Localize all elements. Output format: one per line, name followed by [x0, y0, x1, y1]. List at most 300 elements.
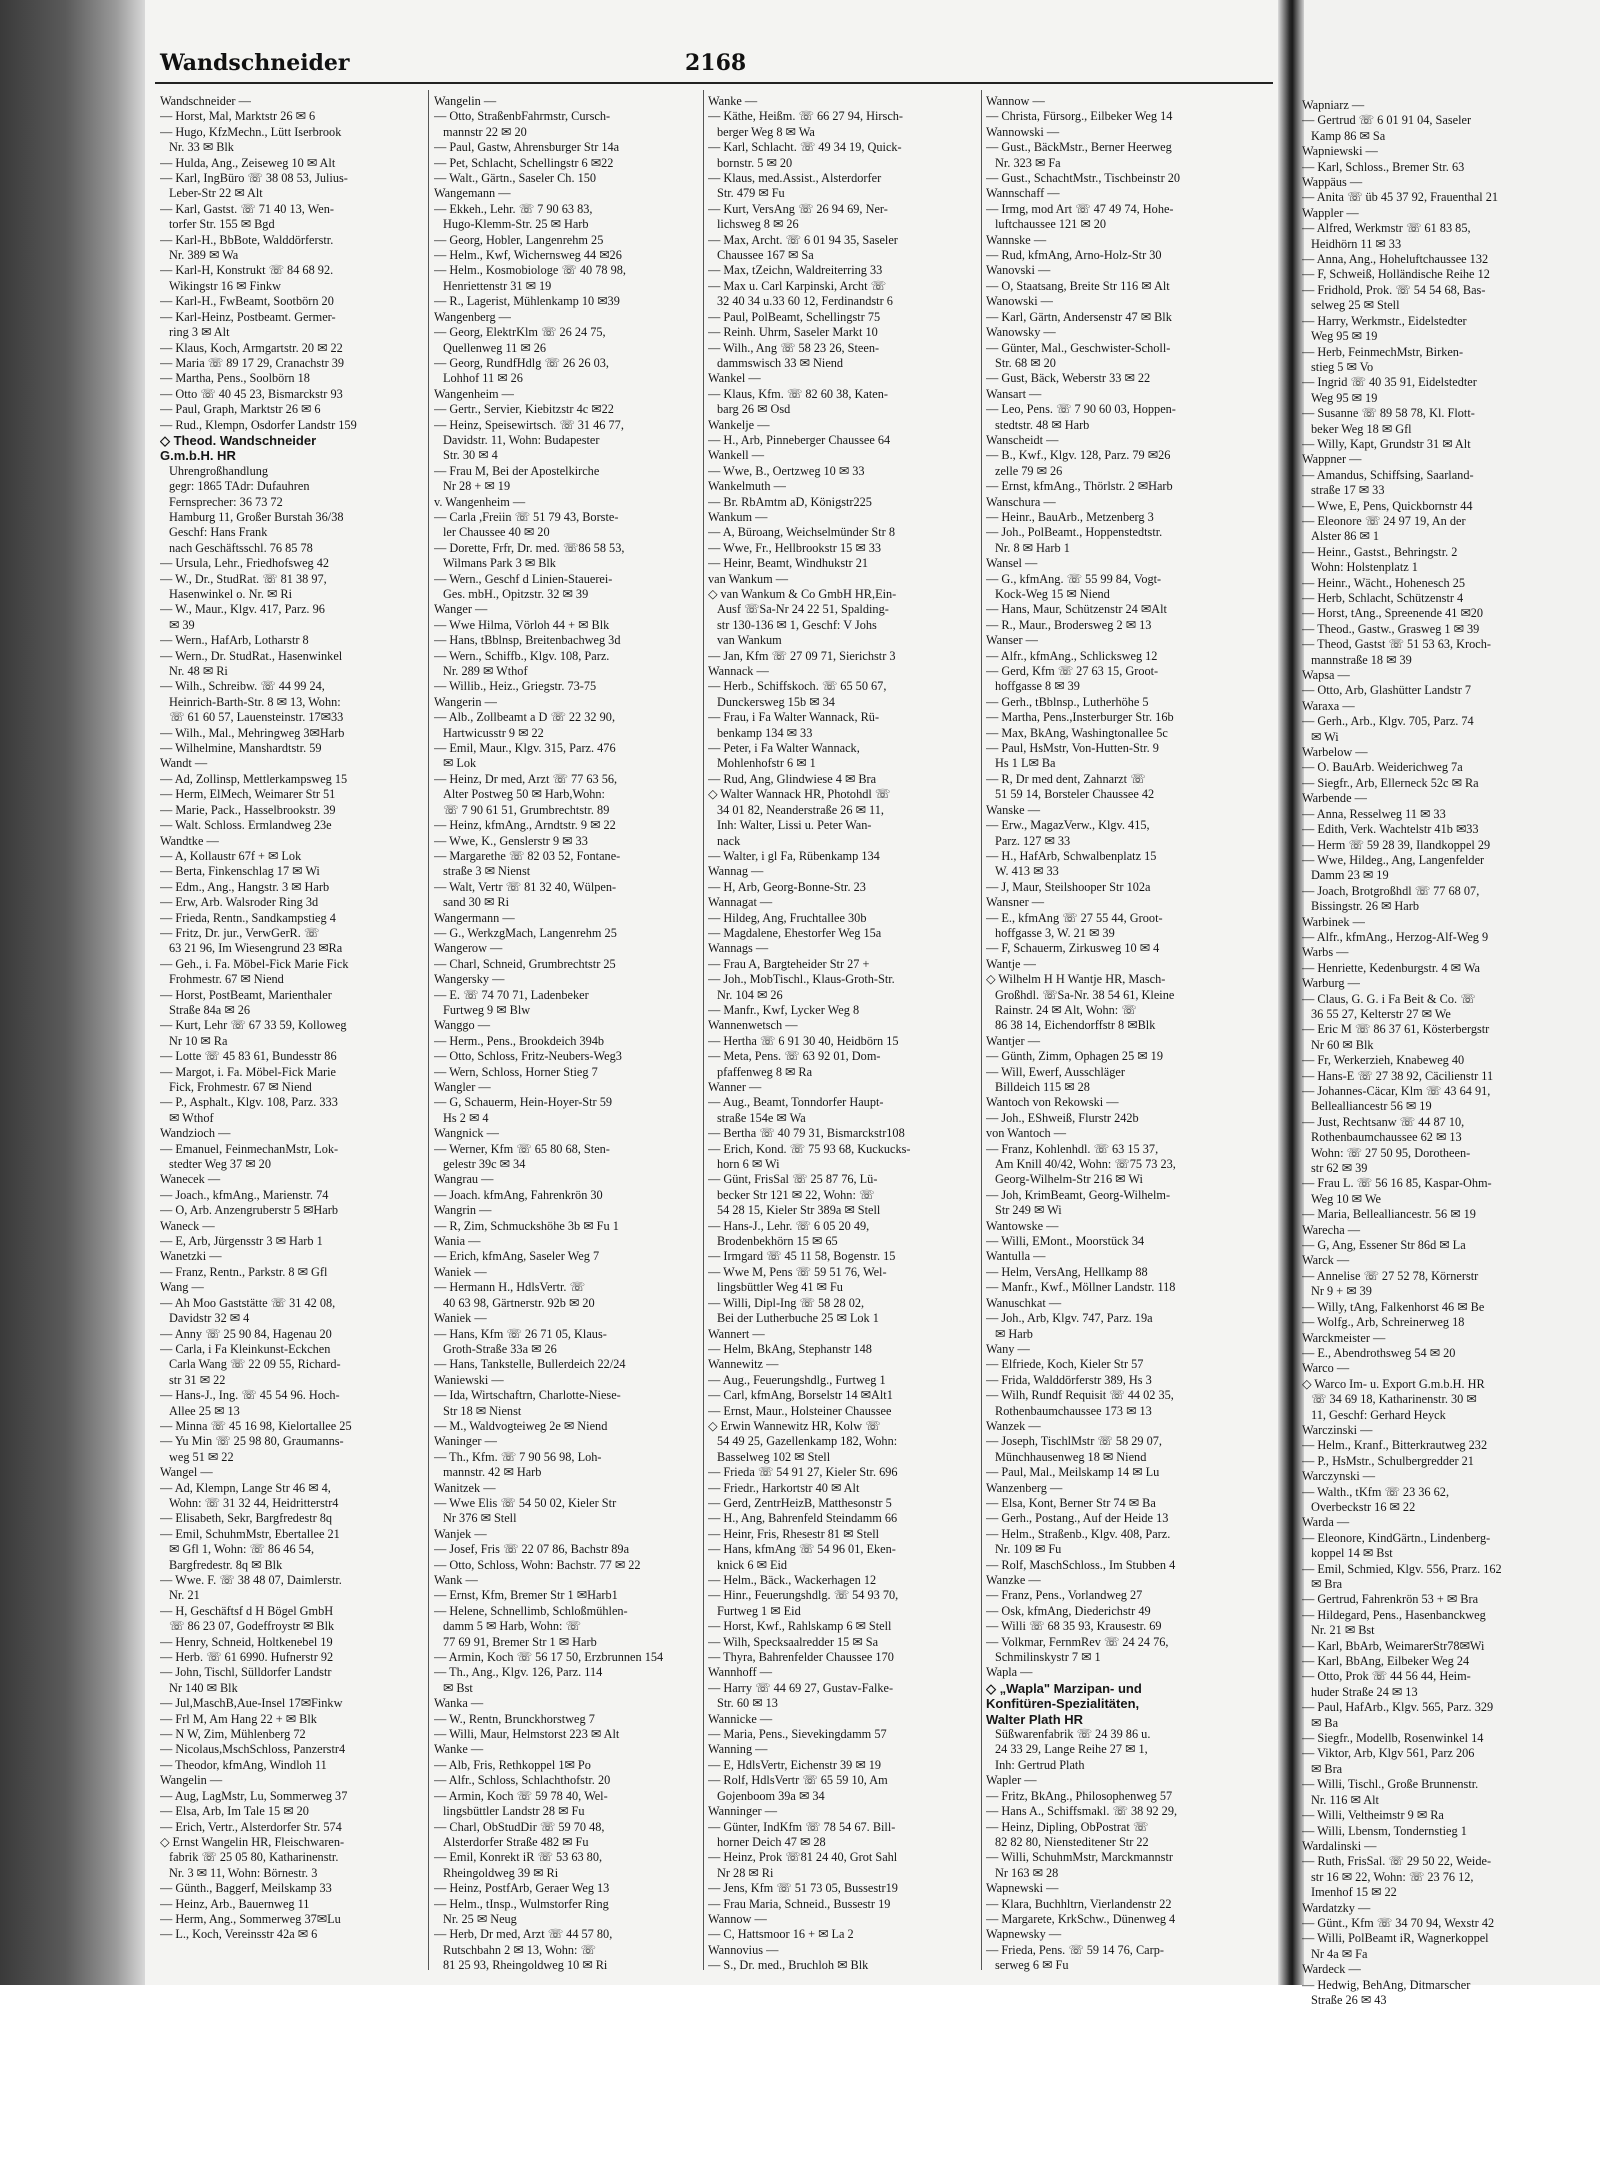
directory-entry-line: — Herm, ElMech, Weimarer Str 51 — [160, 787, 336, 802]
directory-entry-line: — Joach., kfmAng., Marienstr. 74 — [160, 1187, 329, 1202]
directory-entry-line: str 31 ✉ 22 — [169, 1372, 226, 1387]
surname-heading: Wangrin — — [434, 1203, 492, 1218]
directory-entry-line: Nr. 116 ✉ Alt — [1311, 1792, 1379, 1807]
surname-heading: Wantowske — — [986, 1218, 1059, 1233]
directory-entry-line: ✉ Bra — [1311, 1761, 1343, 1776]
directory-entry-line: str 62 ✉ 39 — [1311, 1161, 1368, 1176]
surname-heading: Warckmeister — — [1302, 1330, 1386, 1345]
directory-entry-line: Nr. 21 ✉ Bst — [1311, 1623, 1375, 1638]
directory-entry-line: Furtweg 1 ✉ Eid — [717, 1603, 801, 1618]
directory-entry-line: — Günth, Zimm, Ophagen 25 ✉ 19 — [986, 1049, 1163, 1064]
directory-entry-line: — Frau L. ☏ 56 16 85, Kaspar-Ohm- — [1302, 1176, 1492, 1191]
directory-entry-line: — Jul,MaschB,Aue-Insel 17✉Finkw — [160, 1696, 343, 1711]
directory-entry-line: — Joh., EShweiß, Flurstr 242b — [986, 1110, 1139, 1125]
directory-entry-line: — Claus, G. G. i Fa Beit & Co. ☏ — [1302, 991, 1476, 1006]
directory-entry-line: — Hans, Kfm ☏ 26 71 05, Klaus- — [434, 1326, 607, 1341]
directory-entry-line: Rothenbaumchaussee 62 ✉ 13 — [1311, 1130, 1462, 1145]
directory-entry-line: — Frida, Walddörferstr 389, Hs 3 — [986, 1372, 1152, 1387]
header-rule — [155, 82, 1273, 84]
directory-entry-line: — Henriette, Kedenburgstr. 4 ✉ Wa — [1302, 960, 1480, 975]
directory-entry-line: — Karl, Schloss., Bremer Str. 63 — [1302, 159, 1465, 174]
directory-entry-line: — Ernst, Maur., Holsteiner Chaussee — [708, 1403, 892, 1418]
directory-entry-line: Georg-Wilhelm-Str 216 ✉ Wi — [995, 1172, 1143, 1187]
surname-heading: Warbelow — — [1302, 745, 1368, 760]
directory-entry-line: Groth-Straße 33a ✉ 26 — [443, 1341, 557, 1356]
directory-entry-line: — Joh., Arb, Klgv. 747, Parz. 19a — [986, 1311, 1153, 1326]
directory-entry-line: — Karl-H., BbBote, Walddörferstr. — [160, 232, 334, 247]
directory-entry-line: — Manfr., Kwf, Lycker Weg 8 — [708, 1002, 860, 1017]
surname-heading: Wangenberg — — [434, 309, 511, 324]
directory-entry-line: — Helm, VersAng, Hellkamp 88 — [986, 1264, 1148, 1279]
directory-entry-line: mannstraße 18 ✉ 39 — [1311, 652, 1412, 667]
directory-entry-line: — Ruth, FrisSal. ☏ 29 50 22, Weide- — [1302, 1854, 1492, 1869]
directory-entry-line: Wikingstr 16 ✉ Finkw — [169, 278, 281, 293]
book-spine-shadow — [0, 0, 145, 1985]
surname-heading: Wapnewski — — [986, 1881, 1059, 1896]
directory-entry-line: Weg 10 ✉ We — [1311, 1191, 1381, 1206]
surname-heading: Wannags — — [708, 941, 769, 956]
directory-entry-line: lingsbüttler Weg 41 ✉ Fu — [717, 1280, 843, 1295]
directory-entry-line: ✉ Ba — [1311, 1715, 1339, 1730]
directory-entry-line: Str 18 ✉ Nienst — [443, 1403, 522, 1418]
surname-heading: Wanke — — [708, 94, 758, 108]
surname-heading: Wantjer — — [986, 1033, 1040, 1048]
directory-entry-line: straße 154e ✉ Wa — [717, 1110, 806, 1125]
surname-heading: Wannagat — — [708, 895, 773, 910]
directory-entry-line: — Heinr, Beamt, Windhukstr 21 — [708, 556, 868, 571]
directory-entry-line: straße 3 ✉ Nienst — [443, 864, 531, 879]
directory-entry-line: — Carla ,Freiin ☏ 51 79 43, Borste- — [434, 509, 619, 524]
directory-entry-line: — G, Ang, Essener Str 86d ✉ La — [1302, 1238, 1466, 1253]
directory-entry-line: Großhdl. ☏Sa-Nr. 38 54 61, Kleine — [995, 987, 1175, 1002]
directory-entry-line: — Walth., tKfm ☏ 23 36 62, — [1302, 1484, 1450, 1499]
business-entry: ◇ „Wapla" Marzipan- und — [986, 1680, 1142, 1696]
surname-heading: Wannack — — [708, 664, 769, 679]
directory-entry-line: benkamp 134 ✉ 33 — [717, 725, 813, 740]
directory-entry-line: — Gerd, ZentrHeizB, Matthesonstr 5 — [708, 1495, 892, 1510]
directory-entry-line: — Helm., Kwf, Wichernsweg 44 ✉26 — [434, 248, 622, 263]
surname-heading: Wanscheidt — — [986, 432, 1059, 447]
column-rule — [703, 90, 704, 1970]
directory-entry-line: — O, Arb. Anzengruberstr 5 ✉Harb — [160, 1203, 338, 1218]
directory-entry-line: — A, Büroang, Weichselmünder Str 8 — [708, 525, 895, 540]
directory-entry-line: — Th., Kfm. ☏ 7 90 56 98, Loh- — [434, 1449, 602, 1464]
surname-heading: Wangersky — — [434, 972, 505, 987]
directory-entry-line: — Annelise ☏ 27 52 78, Körnerstr — [1302, 1268, 1479, 1283]
directory-entry-line: 32 40 34 u.33 60 12, Ferdinandstr 6 — [717, 294, 893, 309]
directory-entry-line: — Wwe. F. ☏ 38 48 07, Daimlerstr. — [160, 1573, 342, 1587]
directory-entry-line: — Willi, Tischl., Große Brunnenstr. — [1302, 1777, 1479, 1792]
directory-entry-line: — Paul, HafArb., Klgv. 565, Parz. 329 — [1302, 1700, 1494, 1715]
directory-entry-line: — F, Schweiß, Holländische Reihe 12 — [1302, 267, 1490, 282]
directory-entry-line: — Erich, Kond. ☏ 75 93 68, Kuckucks- — [708, 1141, 911, 1156]
surname-heading: Wappäus — — [1302, 175, 1363, 190]
directory-entry-line: — Hans-E ☏ 27 38 92, Cäcilienstr 11 — [1302, 1068, 1494, 1083]
directory-entry-line: — Paul, Graph, Marktstr 26 ✉ 6 — [160, 402, 321, 417]
directory-entry-line: — Gerh., Postang., Auf der Heide 13 — [986, 1511, 1169, 1526]
directory-entry-line: — Emil, Schmied, Klgv. 556, Prarz. 162 — [1302, 1561, 1502, 1576]
directory-entry-line: — Gerh., tBblnsp., Lutherhöhe 5 — [986, 694, 1149, 709]
directory-entry-line: — Christa, Fürsorg., Eilbeker Weg 14 — [986, 109, 1173, 124]
directory-entry-line: — Ida, Wirtschaftrn, Charlotte-Niese- — [434, 1388, 621, 1403]
directory-entry-line: — Hildegard, Pens., Hasenbanckweg — [1302, 1607, 1486, 1622]
directory-entry-line: pfaffenweg 8 ✉ Ra — [717, 1064, 813, 1079]
directory-entry-line: — Wilh., Ang ☏ 58 23 26, Steen- — [708, 340, 880, 355]
directory-entry-line: W. 413 ✉ 33 — [995, 864, 1059, 879]
directory-entry-line: — Helm., Bäck., Wackerhagen 12 — [708, 1573, 877, 1587]
surname-heading: Wanger — — [434, 602, 488, 617]
directory-entry-line: — Gertrud ☏ 6 01 91 04, Saseler — [1302, 113, 1472, 128]
directory-entry-line: — Ernst, Kfm, Bremer Str 1 ✉Harb1 — [434, 1588, 618, 1603]
directory-entry-line: — Berta, Finkenschlag 17 ✉ Wi — [160, 864, 320, 879]
directory-entry-line: Str. 60 ✉ 13 — [717, 1696, 778, 1711]
directory-entry-line: — Ah Moo Gaststätte ☏ 31 42 08, — [160, 1295, 336, 1310]
directory-entry-line: — Karl, Schlacht. ☏ 49 34 19, Quick- — [708, 140, 902, 155]
directory-entry-line: — Horst, Kwf., Rahlskamp 6 ✉ Stell — [708, 1619, 892, 1634]
directory-entry-line: — Alfred, Werkmstr ☏ 61 83 85, — [1302, 221, 1471, 236]
directory-entry-line: — Max, BkAng, Washingtonallee 5c — [986, 725, 1168, 740]
directory-entry-line: — Heinr., BauArb., Metzenberg 3 — [986, 509, 1154, 524]
directory-entry-line: — Wern., Dr. StudRat., Hasenwinkel — [160, 648, 343, 663]
directory-entry-line: — Maria, Bellealliancestr. 56 ✉ 19 — [1302, 1207, 1476, 1222]
directory-entry-line: — Klaus, Koch, Armgartstr. 20 ✉ 22 — [160, 340, 343, 355]
directory-entry-line: — Ursula, Lehr., Friedhofsweg 42 — [160, 556, 330, 571]
column-rule — [981, 90, 982, 1970]
directory-entry-line: — Willi, Lbensm, Tondernstieg 1 — [1302, 1823, 1467, 1838]
directory-entry-line: — Frieda ☏ 54 91 27, Kieler Str. 696 — [708, 1465, 898, 1480]
directory-entry-line: Hugo-Klemm-Str. 25 ✉ Harb — [443, 217, 589, 232]
directory-entry-line: Lohhof 11 ✉ 26 — [443, 371, 523, 386]
directory-entry-line: — Wwe, E, Pens, Quickbornstr 44 — [1302, 498, 1473, 513]
directory-entry-line: selweg 25 ✉ Stell — [1311, 298, 1400, 313]
surname-heading: Wangler — — [434, 1080, 491, 1094]
directory-entry-line: — Irmgard ☏ 45 11 58, Bogenstr. 15 — [708, 1249, 896, 1264]
directory-entry-line: — Walt, Vertr ☏ 81 32 40, Wülpen- — [434, 879, 617, 894]
surname-heading: Warbs — — [1302, 945, 1349, 960]
surname-heading: Wappner — — [1302, 452, 1362, 467]
surname-heading: Wardatzky — — [1302, 1900, 1371, 1915]
directory-entry-line: — H., Ang, Bahrenfeld Steindamm 66 — [708, 1511, 898, 1526]
directory-entry-line: — E., Abendrothsweg 54 ✉ 20 — [1302, 1345, 1456, 1360]
directory-entry-line: — Hans, Maur, Schützenstr 24 ✉Alt — [986, 602, 1167, 617]
directory-entry-line: — Will, Ewerf, Ausschläger — [986, 1064, 1125, 1079]
directory-entry-line: — Frieda, Rentn., Sandkampstieg 4 — [160, 910, 336, 925]
directory-entry-line: 40 63 98, Gärtnerstr. 92b ✉ 20 — [443, 1295, 595, 1310]
directory-entry-line: Bei der Lutherbuche 25 ✉ Lok 1 — [717, 1311, 879, 1326]
surname-heading: Wandschneider — — [160, 94, 251, 108]
directory-entry-line: Nr. 33 ✉ Blk — [169, 140, 234, 155]
directory-entry-line: — Susanne ☏ 89 58 78, Kl. Flott- — [1302, 406, 1475, 421]
directory-entry-line: Nr. 25 ✉ Neug — [443, 1911, 517, 1926]
directory-entry-line: torfer Str. 155 ✉ Bgd — [169, 217, 275, 232]
directory-entry-line: — Otto ☏ 40 45 23, Bismarckstr 93 — [160, 386, 343, 401]
directory-entry-line: — Erich, Vertr., Alsterdorfer Str. 574 — [160, 1819, 342, 1834]
surname-heading: Wannert — — [708, 1326, 765, 1341]
directory-entry-line: Nr 10 ✉ Ra — [169, 1033, 228, 1048]
directory-entry-line: — Heinz, Speisewirtsch. ☏ 31 46 77, — [434, 417, 624, 432]
directory-entry-line: Nr 28 + ✉ 19 — [443, 479, 511, 494]
directory-entry-line: — Martha, Pens., Soolbörn 18 — [160, 371, 310, 386]
surname-heading: Waniek — — [434, 1264, 487, 1279]
directory-entry-line: 63 21 96, Im Wiesengrund 23 ✉Ra — [169, 941, 343, 956]
directory-entry-line: Heinrich-Barth-Str. 8 ✉ 13, Wohn: — [169, 694, 341, 709]
directory-entry-line: — Elsa, Kont, Berner Str 74 ✉ Ba — [986, 1495, 1156, 1510]
surname-heading: van Wankum — — [708, 571, 789, 586]
book-gutter — [1278, 0, 1304, 1985]
directory-entry-line: — Franz, Kohlenhdl. ☏ 63 15 37, — [986, 1141, 1159, 1156]
directory-entry-line: — Dorette, Frfr, Dr. med. ☏86 58 53, — [434, 540, 625, 555]
directory-entry-line: Rothenbaumchaussee 173 ✉ 13 — [995, 1403, 1152, 1418]
directory-entry-line: — Frau Maria, Schneid., Bussestr 19 — [708, 1896, 891, 1911]
directory-entry-line: — P., HsMstr., Schulbergredder 21 — [1302, 1453, 1474, 1468]
directory-entry-line: gegr: 1865 TAdr: Dufauhren — [169, 479, 310, 494]
surname-heading: Wangel — — [160, 1465, 213, 1480]
directory-entry-line: — H., Arb, Pinneberger Chaussee 64 — [708, 432, 891, 447]
directory-entry-line: — W., Rentn, Brunckhorstweg 7 — [434, 1711, 595, 1726]
directory-entry-line: — Joach, Brotgroßhdl ☏ 77 68 07, — [1302, 883, 1480, 898]
scan-background — [0, 1985, 1600, 2177]
directory-entry-line: becker Str 121 ✉ 22, Wohn: ☏ — [717, 1187, 875, 1202]
directory-entry-line: — Fr, Werkerzieh, Knabeweg 40 — [1302, 1053, 1465, 1068]
surname-heading: Wansner — — [986, 895, 1045, 910]
directory-entry-line: — Pet, Schlacht, Schellingstr 6 ✉22 — [434, 155, 614, 170]
directory-entry-line: — Peter, i Fa Walter Wannack, — [708, 741, 860, 756]
directory-column-3 — [708, 94, 980, 1974]
directory-entry-line: — Wwe, B., Oertzweg 10 ✉ 33 — [708, 463, 865, 478]
directory-entry-line: Wilmans Park 3 ✉ Blk — [443, 556, 556, 571]
directory-entry-line: — Margarethe ☏ 82 03 52, Fontane- — [434, 848, 621, 863]
surname-heading: Waneck — — [160, 1218, 215, 1233]
directory-entry-line: 77 69 91, Bremer Str 1 ✉ Harb — [443, 1634, 597, 1649]
directory-entry-line: — Helm., Kosmobiologe ☏ 40 78 98, — [434, 263, 626, 278]
directory-entry-line: — Alb., Zollbeamt a D ☏ 22 32 90, — [434, 710, 616, 725]
directory-entry-line: — Käthe, Heißm. ☏ 66 27 94, Hirsch- — [708, 109, 904, 124]
directory-entry-line: — Wolfg., Arb, Schreinerweg 18 — [1302, 1315, 1465, 1330]
surname-heading: Warecha — — [1302, 1222, 1361, 1237]
directory-entry-line: Am Knill 40/42, Wohn: ☏75 73 23, — [995, 1157, 1176, 1172]
directory-entry-line: 54 49 25, Gazellenkamp 182, Wohn: — [717, 1434, 898, 1449]
directory-entry-line: hoffgasse 8 ✉ 39 — [995, 679, 1080, 694]
directory-entry-line: — Heinz, PostfArb, Geraer Weg 13 — [434, 1881, 610, 1896]
surname-heading: Wanuschkat — — [986, 1295, 1062, 1310]
directory-entry-line: 24 33 29, Lange Reihe 27 ✉ 1, — [995, 1742, 1148, 1757]
directory-entry-line: — Wwe Elis ☏ 54 50 02, Kieler Str — [434, 1495, 617, 1510]
directory-entry-line: — Anita ☏ üb 45 37 92, Frauenthal 21 — [1302, 190, 1499, 205]
directory-entry-line: Hs 2 ✉ 4 — [443, 1110, 489, 1125]
surname-heading: Wannovius — — [708, 1942, 779, 1957]
directory-entry-line: — G, Schauerm, Hein-Hoyer-Str 59 — [434, 1095, 613, 1110]
directory-entry-line: Ausf ☏Sa-Nr 24 22 51, Spalding- — [717, 602, 889, 617]
directory-entry-line: — Heinz, kfmAng., Arndtstr. 9 ✉ 22 — [434, 818, 616, 833]
directory-entry-line: Hartwicusstr 9 ✉ 22 — [443, 725, 544, 740]
surname-heading: Wanser — — [986, 633, 1038, 648]
directory-entry-line: — Hinr., Feuerungshdlg. ☏ 54 93 70, — [708, 1588, 899, 1603]
surname-heading: Wanowski — — [986, 294, 1053, 309]
directory-entry-line: — Walt. Schloss. Ermlandweg 23e — [160, 818, 332, 833]
directory-entry-line: — W., Maur., Klgv. 417, Parz. 96 — [160, 602, 325, 617]
directory-entry-line: — Franz, Pens., Vorlandweg 27 — [986, 1588, 1143, 1603]
directory-entry-line: — R., Lagerist, Mühlenkamp 10 ✉39 — [434, 294, 620, 309]
directory-entry-line: str 130-136 ✉ 1, Geschf: V Johs — [717, 617, 877, 632]
directory-entry-line: — Kurt, VersAng ☏ 26 94 69, Ner- — [708, 201, 888, 216]
directory-entry-line: Nr 60 ✉ Blk — [1311, 1037, 1374, 1052]
surname-heading: Wardalinski — — [1302, 1838, 1377, 1853]
directory-entry-line: Nr 140 ✉ Blk — [169, 1680, 238, 1695]
surname-heading: Warbende — — [1302, 791, 1367, 806]
directory-entry-line: 86 38 14, Eichendorffstr 8 ✉Blk — [995, 1018, 1156, 1033]
directory-entry-line: — Joh, KrimBeamt, Georg-Wilhelm- — [986, 1187, 1171, 1202]
facing-page-column — [1302, 98, 1534, 2008]
directory-entry-line: — P., Asphalt., Klgv. 108, Parz. 333 — [160, 1095, 338, 1110]
directory-entry-line: — Georg, ElektrKlm ☏ 26 24 75, — [434, 325, 606, 340]
directory-entry-line: — Horst, Mal, Marktstr 26 ✉ 6 — [160, 109, 316, 124]
directory-entry-line: — R, Dr med dent, Zahnarzt ☏ — [986, 771, 1146, 786]
surname-heading: Waniek — — [434, 1311, 487, 1326]
directory-entry-line: — Th., Ang., Klgv. 126, Parz. 114 — [434, 1665, 603, 1680]
directory-entry-line: — Hans A., Schiffsmakl. ☏ 38 92 29, — [986, 1804, 1178, 1819]
directory-entry-line: 82 82 80, Niensteditener Str 22 — [995, 1834, 1149, 1849]
directory-entry-line: — Wern., Schiffb., Klgv. 108, Parz. — [434, 648, 610, 663]
directory-entry-line: — Max, Archt. ☏ 6 01 94 35, Saseler — [708, 232, 898, 247]
directory-entry-line: Str. 479 ✉ Fu — [717, 186, 785, 201]
directory-entry-line: zelle 79 ✉ 26 — [995, 463, 1063, 478]
surname-heading: Wank — — [434, 1573, 478, 1587]
directory-entry-line: — Hans, Tankstelle, Bullerdeich 22/24 — [434, 1357, 626, 1372]
directory-entry-line: Fick, Frohmestr. 67 ✉ Niend — [169, 1080, 312, 1094]
surname-heading: von Wantoch — — [986, 1126, 1067, 1141]
surname-heading: Wankelje — — [708, 417, 770, 432]
directory-entry-line: — Emil, Maur., Klgv. 315, Parz. 476 — [434, 741, 616, 756]
directory-entry-line: — Werner, Kfm ☏ 65 80 68, Sten- — [434, 1141, 610, 1156]
directory-entry-line: ◇ Ernst Wangelin HR, Fleischwaren- — [160, 1834, 345, 1849]
surname-heading: Wannicke — — [708, 1711, 773, 1726]
surname-heading: Wankum — — [708, 509, 768, 524]
directory-entry-line: — Frau, i Fa Walter Wannack, Rü- — [708, 710, 880, 725]
page-number: 2168 — [685, 50, 747, 76]
directory-entry-line: — Wwe, Fr., Hellbrookstr 15 ✉ 33 — [708, 540, 881, 555]
directory-entry-line: stieg 5 ✉ Vo — [1311, 359, 1374, 374]
directory-entry-line: — Minna ☏ 45 16 98, Kielortallee 25 — [160, 1418, 352, 1433]
directory-entry-line: Fernsprecher: 36 73 72 — [169, 494, 283, 509]
directory-entry-line: 51 59 14, Borsteler Chaussee 42 — [995, 787, 1155, 802]
directory-entry-line: — Joh., PolBeamt., Hoppenstedtstr. — [986, 525, 1163, 540]
surname-heading: Wannschaff — — [986, 186, 1060, 201]
directory-entry-line: knick 6 ✉ Eid — [717, 1557, 788, 1572]
surname-heading: Wapler — — [986, 1773, 1037, 1788]
directory-entry-line: — Reinh. Uhrm, Saseler Markt 10 — [708, 325, 878, 340]
surname-heading: Wapla — — [986, 1665, 1033, 1680]
directory-entry-line: Bellealliancestr 56 ✉ 19 — [1311, 1099, 1432, 1114]
directory-entry-line: ☏ 34 69 18, Katharinenstr. 30 ✉ — [1311, 1392, 1477, 1407]
directory-entry-line: — A, Kollaustr 67f + ✉ Lok — [160, 848, 302, 863]
directory-entry-line: — Paul, Mal., Meilskamp 14 ✉ Lu — [986, 1465, 1160, 1480]
directory-entry-line: — Irmg, mod Art ☏ 47 49 74, Hohe- — [986, 201, 1174, 216]
directory-entry-line: — Paul, HsMstr, Von-Hutten-Str. 9 — [986, 741, 1159, 756]
business-entry: Konfitüren-Spezialitäten, — [986, 1696, 1140, 1712]
directory-entry-line: — Wern., HafArb, Lotharstr 8 — [160, 633, 309, 648]
directory-entry-line: — Hermann H., HdlsVertr. ☏ — [434, 1280, 585, 1295]
directory-entry-line: 54 28 15, Kieler Str 389a ✉ Stell — [717, 1203, 881, 1218]
directory-entry-line: — Georg, Hobler, Langenrehm 25 — [434, 232, 604, 247]
directory-entry-line: Imenhof 15 ✉ 22 — [1311, 1885, 1397, 1900]
directory-entry-line: — Theod, Gastst ☏ 51 53 63, Kroch- — [1302, 637, 1491, 652]
surname-heading: Wapniarz — — [1302, 98, 1365, 112]
directory-entry-line: — E, HdlsVertr, Eichenstr 39 ✉ 19 — [708, 1757, 882, 1772]
directory-entry-line: — Rud., Klempn, Osdorfer Landstr 159 — [160, 417, 357, 432]
directory-entry-line: — Hulda, Ang., Zeiseweg 10 ✉ Alt — [160, 155, 336, 170]
directory-entry-line: lichsweg 8 ✉ 26 — [717, 217, 799, 232]
directory-entry-line: — Günt., Kfm ☏ 34 70 94, Wexstr 42 — [1302, 1915, 1495, 1930]
directory-entry-line: — Otto, Arb, Glashütter Landstr 7 — [1302, 683, 1472, 698]
directory-entry-line: Alsterdorfer Straße 482 ✉ Fu — [443, 1834, 589, 1849]
directory-entry-line: ☏ 61 60 57, Lauensteinstr. 17✉33 — [169, 710, 344, 725]
business-entry: Walter Plath HR — [986, 1711, 1084, 1727]
directory-entry-line: — Maria ☏ 89 17 29, Cranachstr 39 — [160, 355, 345, 370]
directory-entry-line: Rainstr. 24 ✉ Alt, Wohn: ☏ — [995, 1002, 1137, 1017]
directory-entry-line: Davidstr. 11, Wohn: Budapester — [443, 432, 600, 447]
directory-entry-line: — Günter, Mal., Geschwister-Scholl- — [986, 340, 1171, 355]
directory-entry-line: — W., Dr., StudRat. ☏ 81 38 97, — [160, 571, 327, 586]
directory-entry-line: — Henry, Schneid, Holtkenebel 19 — [160, 1634, 333, 1649]
directory-entry-line: mannstr 22 ✉ 20 — [443, 124, 527, 139]
directory-entry-line: — G., kfmAng. ☏ 55 99 84, Vogt- — [986, 571, 1162, 586]
directory-entry-line: — H, Arb, Georg-Bonne-Str. 23 — [708, 879, 866, 894]
directory-entry-line: — Wwe, K., Genslerstr 9 ✉ 33 — [434, 833, 588, 848]
directory-entry-line: stedtstr. 48 ✉ Harb — [995, 417, 1090, 432]
surname-heading: Warburg — — [1302, 976, 1360, 991]
directory-entry-line: Inh: Gertrud Plath — [995, 1757, 1085, 1772]
directory-entry-line: Nr 163 ✉ 28 — [995, 1865, 1059, 1880]
directory-entry-line: — Willi, Dipl-Ing ☏ 58 28 02, — [708, 1295, 865, 1310]
directory-entry-line: — Hugo, KfzMechn., Lütt Iserbrook — [160, 124, 342, 139]
directory-entry-line: Straße 84a ✉ 26 — [169, 1002, 250, 1017]
directory-entry-line: — Alb, Fris, Rethkoppel 1✉ Po — [434, 1757, 591, 1772]
directory-entry-line: Alter Postweg 50 ✉ Harb,Wohn: — [443, 787, 605, 802]
directory-entry-line: — Aug, LagMstr, Lu, Sommerweg 37 — [160, 1788, 348, 1803]
directory-entry-line: — Otto, StraßenbFahrmstr, Cursch- — [434, 109, 611, 124]
directory-entry-line: Bargfredestr. 8q ✉ Blk — [169, 1557, 283, 1572]
directory-entry-line: — Günter, IndKfm ☏ 78 54 67. Bill- — [708, 1819, 896, 1834]
surname-heading: Wannewitz — — [708, 1357, 779, 1372]
directory-entry-line: — Margot, i. Fa. Möbel-Fick Marie — [160, 1064, 337, 1079]
directory-entry-line: — Helene, Schnellimb, Schloßmühlen- — [434, 1603, 628, 1618]
directory-entry-line: — Fritz, Dr. jur., VerwGerR. ☏ — [160, 925, 320, 940]
surname-heading: Wania — — [434, 1234, 481, 1249]
directory-entry-line: — Wilhelmine, Manshardtstr. 59 — [160, 741, 322, 756]
directory-entry-line: horner Deich 47 ✉ 28 — [717, 1834, 826, 1849]
directory-entry-line: — Alfr., Schloss, Schlachthofstr. 20 — [434, 1773, 611, 1788]
directory-entry-line: — Willi, Veltheimstr 9 ✉ Ra — [1302, 1808, 1444, 1823]
directory-entry-line: ✉ Bra — [1311, 1577, 1343, 1591]
directory-entry-line: ◇ Wilhelm H H Wantje HR, Masch- — [986, 972, 1166, 987]
surname-heading: Warczinski — — [1302, 1422, 1373, 1437]
surname-heading: Wangrau — — [434, 1172, 494, 1187]
directory-entry-line: — Theod., Gastw., Grasweg 1 ✉ 39 — [1302, 621, 1480, 636]
surname-heading: Wangnick — — [434, 1126, 499, 1141]
directory-entry-line: Mohlenhofstr 6 ✉ 1 — [717, 756, 816, 771]
directory-entry-line: — Karl-Heinz, Postbeamt. Germer- — [160, 309, 336, 324]
directory-entry-line: — O. BauArb. Weiderichweg 7a — [1302, 760, 1463, 775]
directory-entry-line: Furtweg 9 ✉ Blw — [443, 1002, 531, 1017]
directory-entry-line: Geschf: Hans Frank — [169, 525, 268, 540]
directory-entry-line: — Helm., Straßenb., Klgv. 408, Parz. — [986, 1526, 1171, 1541]
directory-entry-line: — Ad, Zollinsp, Mettlerkampsweg 15 — [160, 771, 348, 786]
directory-entry-line: Davidstr 32 ✉ 4 — [169, 1311, 250, 1326]
directory-entry-line: — Fridhold, Prok. ☏ 54 54 68, Bas- — [1302, 282, 1486, 297]
directory-entry-line: Kock-Weg 15 ✉ Niend — [995, 587, 1110, 601]
surname-heading: Wanning — — [708, 1742, 768, 1757]
directory-entry-line: — Hans-J., Lehr. ☏ 6 05 20 49, — [708, 1218, 870, 1233]
